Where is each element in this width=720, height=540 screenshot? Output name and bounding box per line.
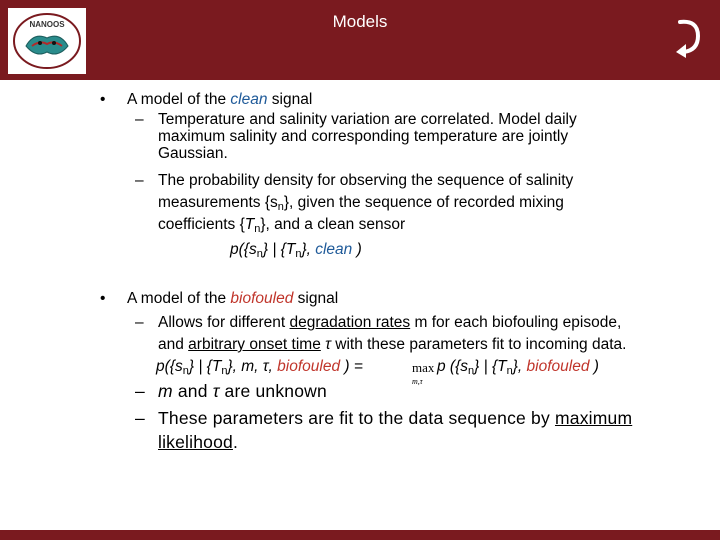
section1-sub1-line3: Gaussian. <box>158 145 228 162</box>
section2-sub1-line1: Allows for different degradation rates m for each biofouling episode, <box>158 314 622 331</box>
slide-content <box>0 86 720 526</box>
dash-marker: – <box>135 111 144 128</box>
section2-sub3-line2: likelihood. <box>158 432 239 452</box>
biofouled-keyword: biofouled <box>526 358 590 375</box>
dash-marker: – <box>135 381 145 401</box>
footer-bar <box>0 530 720 540</box>
section1-heading: A model of the clean signal <box>127 91 313 108</box>
section1-sub1-line2: maximum salinity and corresponding temperature are jointly <box>158 128 569 145</box>
bullet-marker: • <box>100 91 106 108</box>
dash-marker: – <box>135 172 144 189</box>
dash-marker: – <box>135 314 144 331</box>
biofouled-formula-right: p ($\{s_n\}$ | $\{T_n\}$, biofouled ) <box>437 358 599 377</box>
dash-marker: – <box>135 408 145 428</box>
section2-sub2: m and τ are unknown <box>158 381 327 401</box>
biofouled-keyword: biofouled <box>230 290 294 307</box>
header-bar <box>0 0 720 80</box>
bullet-marker: • <box>100 290 106 307</box>
section2-sub1-line2: and arbitrary onset time τ with these parameters fit to incoming data. <box>158 336 627 353</box>
page-title: Models <box>332 12 388 31</box>
section2-sub3-line1: These parameters are fit to the data sequence by maximum <box>158 408 633 428</box>
return-arrow-icon[interactable] <box>672 16 704 58</box>
section1-sub1-line1: Temperature and salinity variation are correlated. Model daily <box>158 111 577 128</box>
section1-sub2-line1: The probability density for observing the sequence of salinity <box>158 172 574 189</box>
clean-formula: $p(\{s_n\}$ | $\{T_n\}$, clean ) <box>230 241 362 260</box>
svg-text:NANOOS: NANOOS <box>29 20 65 29</box>
section1-sub2-line3: coefficients $\{T_n\}$, and a clean sensor <box>158 216 406 235</box>
clean-keyword: clean <box>230 91 268 108</box>
clean-keyword: clean <box>315 241 353 258</box>
biofouled-formula-left: $p(\{s_n\}$ | $\{T_n\}$, m, τ, biofouled ) = <box>156 358 363 377</box>
section2-heading: A model of the biofouled signal <box>127 290 339 307</box>
section1-sub2-line2: measurements $\{s_n\}$, given the sequence of recorded mixing <box>158 194 564 213</box>
max-operator: max <box>412 360 435 375</box>
max-subscript: m,τ <box>412 377 423 386</box>
biofouled-keyword: biofouled <box>277 358 341 375</box>
